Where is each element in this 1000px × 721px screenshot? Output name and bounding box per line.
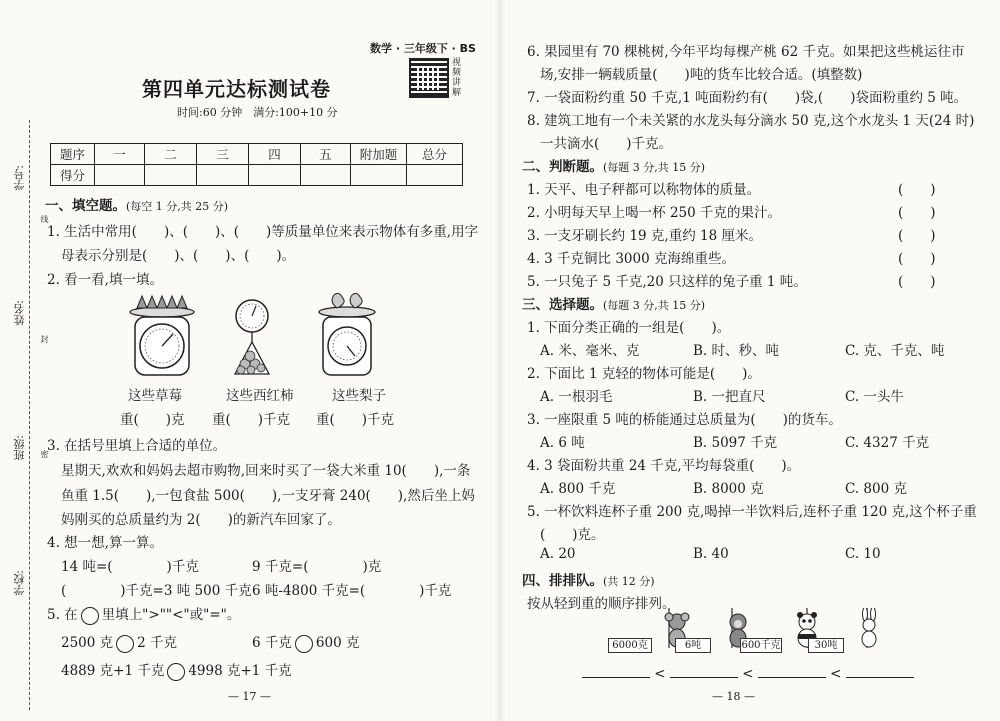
choice-3-option-b[interactable]: B. 5097 千克 [693,435,778,451]
q3-line1: 星期天,欢欢和妈妈去超市购物,回来时买了一袋大米重 10( ),一条 [61,463,471,479]
order-blank-2[interactable] [670,666,738,678]
q6-line2: 场,安排一辆载质量( )吨的货车比较合适。(填整数) [540,67,863,83]
q4-item-d: 6 吨-4800 千克=( )千克 [252,583,452,599]
judge-item-5: 5. 一只兔子 5 千克,20 只这样的兔子重 1 吨。 [527,274,807,290]
score-header-cell: 附加题 [351,144,407,165]
scale-caption-strawberry: 这些草莓 [128,388,182,404]
section3-title: 三、选择题。 [522,297,603,313]
choice-1-question: 1. 下面分类正确的一组是( )。 [527,320,731,336]
choice-5-line1: 5. 一杯饮料连杯子重 200 克,喝掉一半饮料后,连杯子重 120 克,这个杯子重 [527,504,977,520]
tomato-spring-scale-icon [235,300,269,374]
q8-line1: 8. 建筑工地有一个未关紧的水龙头每分滴水 50 克,这个水龙头 1 天(24 时) [527,113,975,129]
q7-text: 7. 一袋面粉约重 50 千克,1 吨面粉约有( )袋,( )袋面粉重约 5 吨。 [527,90,968,106]
weight-sign: 6000克 [608,638,652,653]
choice-4-option-c[interactable]: C. 800 克 [845,481,907,497]
choice-2-option-a[interactable]: A. 一根羽毛 [540,389,613,405]
section3-heading [522,293,705,313]
section1-heading [45,194,228,214]
section4-instruction: 按从轻到重的顺序排列。 [527,596,676,612]
weight-sign: 6吨 [675,638,711,653]
score-header-cell: 二 [145,144,197,165]
order-blank-1[interactable] [582,666,650,678]
judge-answer-1[interactable]: ( ) [898,182,936,198]
page-number-left: — 17 — [228,690,271,703]
judge-answer-4[interactable]: ( ) [898,251,936,267]
q1-line2: 母表示分别是( )、( )、( )。 [61,248,296,264]
order-blank-3[interactable] [758,666,826,678]
scale-weight-pear: 重( )千克 [316,412,395,428]
class-label: 班级: [13,435,26,461]
student-id-label: 学号: [13,165,26,191]
less-than-sign: < [830,666,842,682]
score-header-cell: 三 [197,144,249,165]
choice-3-question: 3. 一座限重 5 吨的桥能通过总质量为( )的货车。 [527,412,842,428]
animal-card-4 [808,608,893,653]
q2-text: 2. 看一看,填一填。 [47,272,163,288]
q5-item-c [61,659,292,681]
score-header-cell: 总分 [407,144,463,165]
judge-item-3: 3. 一支牙刷长约 19 克,重约 18 厘米。 [527,228,762,244]
score-header-cell: 四 [249,144,301,165]
book-header: 数学 · 三年级下 · BS [370,42,476,55]
weight-sign: 30吨 [808,638,844,653]
q5-text [47,603,240,625]
q5-b-left: 6 千克 [252,635,292,651]
judge-answer-2[interactable]: ( ) [898,205,936,221]
judge-answer-5[interactable]: ( ) [898,274,936,290]
scales-illustration [115,290,445,380]
score-input-cell[interactable] [197,165,249,186]
choice-3-option-a[interactable]: A. 6 吨 [540,435,585,451]
q3-line3: 妈刚买的总质量约为 2( )的新汽车回家了。 [61,512,341,528]
section4-heading [522,569,655,589]
section4-title: 四、排排队。 [522,573,603,589]
score-table-row [51,165,463,186]
choice-5-option-a[interactable]: A. 20 [540,546,576,562]
page-number-right: — 18 — [712,690,755,703]
score-input-cell[interactable] [95,165,145,186]
compare-circle-input[interactable] [167,663,185,681]
school-label: 学校: [13,570,26,596]
q3-text: 3. 在括号里填上合适的单位。 [47,438,227,454]
score-input-cell[interactable] [145,165,197,186]
judge-item-1: 1. 天平、电子秤都可以称物体的质量。 [527,182,761,198]
q4-item-c: ( )千克=3 吨 500 千克 [61,583,252,599]
q5-b-right: 600 克 [315,635,360,651]
choice-5-option-c[interactable]: C. 10 [845,546,881,562]
judge-answer-3[interactable]: ( ) [898,228,936,244]
q4-item-a: 14 吨=( )千克 [61,559,199,575]
score-row-label: 得分 [51,165,95,186]
scale-caption-pear: 这些梨子 [332,388,386,404]
score-input-cell[interactable] [351,165,407,186]
section2-title: 二、判断题。 [522,159,603,175]
rabbit-icon [849,608,893,648]
scale-caption-tomato: 这些西红柿 [226,388,294,404]
q6-line1: 6. 果园里有 70 棵桃树,今年平均每棵产桃 62 千克。如果把这些桃运往市 [527,44,965,60]
score-header-cell: 五 [301,144,351,165]
weight-sign: 600千克 [741,640,781,651]
choice-2-question: 2. 下面比 1 克轻的物体可能是( )。 [527,366,761,382]
name-label: 姓名: [13,300,26,326]
judge-item-2: 2. 小明每天早上喝一杯 250 千克的果汁。 [527,205,782,221]
q5-a-right: 2 千克 [137,635,178,651]
score-table [50,143,463,186]
compare-circle-input[interactable] [295,635,313,653]
choice-5-line2: ( )克。 [540,527,605,543]
blank-circle-icon [81,607,99,625]
q1-line1: 1. 生活中常用( )、( )、( )等质量单位来表示物体有多重,用字 [47,224,479,240]
qr-label: 视频讲解 [452,58,462,98]
compare-circle-input[interactable] [116,635,134,653]
section2-heading [522,155,705,175]
section4-note: (共 12 分) [603,575,655,588]
choice-1-option-a[interactable]: A. 米、毫米、克 [540,343,640,359]
section2-note: (每题 3 分,共 15 分) [603,161,706,174]
q5-a-left: 2500 克 [61,635,114,651]
choice-4-option-b[interactable]: B. 8000 克 [693,481,764,497]
binding-mark-close: 密 [40,450,49,458]
less-than-sign: < [654,666,666,682]
qr-code-icon[interactable] [409,58,449,98]
strawberry-scale-icon [130,296,194,375]
binding-mark-seal: 封 [40,335,49,343]
q4-text: 4. 想一想,算一算。 [47,535,163,551]
choice-1-option-b[interactable]: B. 时、秒、吨 [693,343,780,359]
choice-2-option-c[interactable]: C. 一头牛 [845,389,904,405]
score-table-header-row [51,144,463,165]
section1-title: 一、填空题。 [45,198,126,214]
section1-note: (每空 1 分,共 25 分) [126,200,229,213]
q5-prefix: 5. 在 [47,607,78,623]
ordering-answer [582,666,914,682]
pear-scale-icon [319,293,375,375]
q5-item-b [252,631,359,653]
choice-3-option-c[interactable]: C. 4327 千克 [845,435,930,451]
binding-mark-line: 线 [40,215,49,223]
q5-c-left: 4889 克+1 千克 [61,663,165,679]
score-header-cell: 题序 [51,144,95,165]
score-input-cell[interactable] [407,165,463,186]
binding-dashed-line [29,120,30,710]
binding-margin [10,120,49,720]
scale-weight-strawberry: 重( )克 [120,412,185,428]
score-input-cell[interactable] [301,165,351,186]
q5-c-right: 4998 克+1 千克 [188,663,292,679]
choice-4-option-a[interactable]: A. 800 千克 [540,481,616,497]
page-fold [495,0,505,721]
score-header-cell: 一 [95,144,145,165]
order-blank-4[interactable] [846,666,914,678]
choice-5-option-b[interactable]: B. 40 [693,546,729,562]
score-input-cell[interactable] [249,165,301,186]
q4-item-b: 9 千克=( )克 [252,559,382,575]
page-title: 第四单元达标测试卷 [142,77,331,101]
q5-suffix: 里填上">""<"或"="。 [101,607,241,623]
less-than-sign: < [742,666,754,682]
section3-note: (每题 3 分,共 15 分) [603,299,706,312]
choice-2-option-b[interactable]: B. 一把直尺 [693,389,766,405]
scale-weight-tomato: 重( )千克 [212,412,291,428]
q5-item-a [61,631,177,653]
judge-item-4: 4. 3 千克铜比 3000 克海绵重些。 [527,251,735,267]
q3-line2: 鱼重 1.5( ),一包食盐 500( ),一支牙膏 240( ),然后坐上妈 [61,488,475,504]
choice-4-question: 4. 3 袋面粉共重 24 千克,平均每袋重( )。 [527,458,801,474]
q8-line2: 一共滴水( )千克。 [540,136,673,152]
choice-1-option-c[interactable]: C. 克、千克、吨 [845,343,945,359]
exam-subtitle: 时间:60 分钟 满分:100+10 分 [177,106,338,119]
